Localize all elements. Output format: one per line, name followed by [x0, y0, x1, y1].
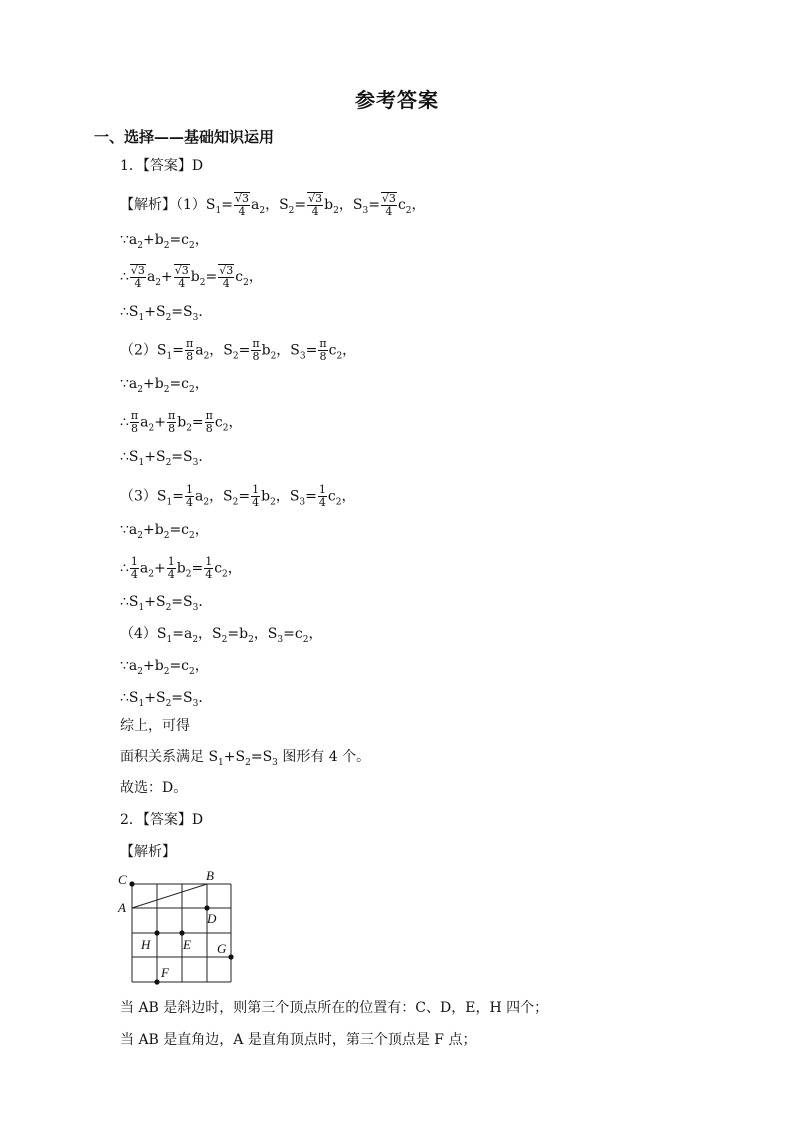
label-b: B: [206, 868, 214, 883]
q1-line-5: $(2)S_1=$ $\frac{\pi}{8}$ $a_2$，$S_2=$ $\frac{\pi}{8}$ $b_2$，$S_3=$ $\frac{\pi}{8}$ $c_2$，: [120, 337, 357, 363]
grid-figure: [116, 866, 246, 986]
q1-line-10: $\because a_2+b_2=c_2$，: [120, 522, 209, 541]
label-f: F: [161, 965, 169, 980]
point-f: [154, 979, 159, 984]
q2-text-1: 当 AB 是斜边时，则第三个顶点所在的位置有：C、D，E，H 四个；: [120, 1000, 549, 1016]
q1-line-3: ∴ $\frac{√3}{4}$ $a_2+$ $\frac{√3}{4}$ $b_2=$ $\frac{√3}{4}$ $c_2$，: [120, 264, 263, 290]
q1-line-2: $\because a_2+b_2=c_2$，: [120, 232, 209, 251]
q1-line-13: $(4)S_1=a_2$，$S_2=b_2$，$S_3=c_2$，: [120, 626, 323, 645]
point-e: [179, 930, 184, 935]
label-c: C: [118, 872, 127, 887]
q1-line-6: $\because a_2+b_2=c_2$，: [120, 376, 209, 395]
q1-line-14: $\because a_2+b_2=c_2$，: [120, 658, 209, 677]
point-g: [228, 954, 233, 959]
grid-svg: [116, 866, 246, 986]
label-a: A: [118, 900, 126, 915]
q1-line-15: $\therefore S_1+S_2=S_3$．: [120, 690, 213, 709]
q1-line-9: $(3)S_1=$ $\frac{1}{4}$ $a_2$，$S_2=$ $\frac{1}{4}$ $b_2$，$S_3=$ $\frac{1}{4}$ $c_2$，: [120, 483, 356, 509]
label-h: H: [141, 937, 151, 952]
q2-answer: 2．【答案】D: [120, 812, 204, 828]
q1-summary-1: 综上，可得: [120, 718, 190, 734]
q2-analysis: 【解析】: [120, 844, 176, 860]
label-e: E: [183, 937, 191, 952]
point-h: [154, 930, 159, 935]
label-d: D: [207, 911, 217, 926]
point-c: [129, 881, 134, 886]
q1-line-1: 【解析】$(1)S_1=$ $\frac{√3}{4}$ $a_2$，$S_2=$ $\frac{√3}{4}$ $b_2$，$S_3=$ $\frac{√3}{4}$ $c_2$，: [120, 192, 426, 218]
q1-line-7: ∴ $\frac{\pi}{8}$ $a_2+$ $\frac{\pi}{8}$ $b_2=$ $\frac{\pi}{8}$ $c_2$，: [120, 409, 243, 435]
page-title: 参考答案: [355, 88, 439, 112]
q1-line-8: $\therefore S_1+S_2=S_3$．: [120, 449, 213, 468]
q1-summary-2: 面积关系满足 $S_1+S_2=S_3$ 图形有 4 个。: [120, 749, 371, 768]
segment-ab: [132, 884, 207, 908]
q1-answer: 1．【答案】D: [120, 158, 204, 174]
point-d: [204, 905, 209, 910]
q1-choose: 故选：D。: [120, 780, 188, 796]
label-g: G: [217, 941, 227, 956]
section-heading: 一、选择——基础知识运用: [94, 128, 275, 146]
q1-line-12: $\therefore S_1+S_2=S_3$．: [120, 594, 213, 613]
q1-line-11: ∴ $\frac{1}{4}$ $a_2+$ $\frac{1}{4}$ $b_2=$ $\frac{1}{4}$ $c_2$，: [120, 555, 242, 581]
q1-line-4: $\therefore S_1+S_2=S_3$．: [120, 304, 213, 323]
q2-text-2: 当 AB 是直角边，A 是直角顶点时，第三个顶点是 F 点；: [120, 1032, 477, 1048]
